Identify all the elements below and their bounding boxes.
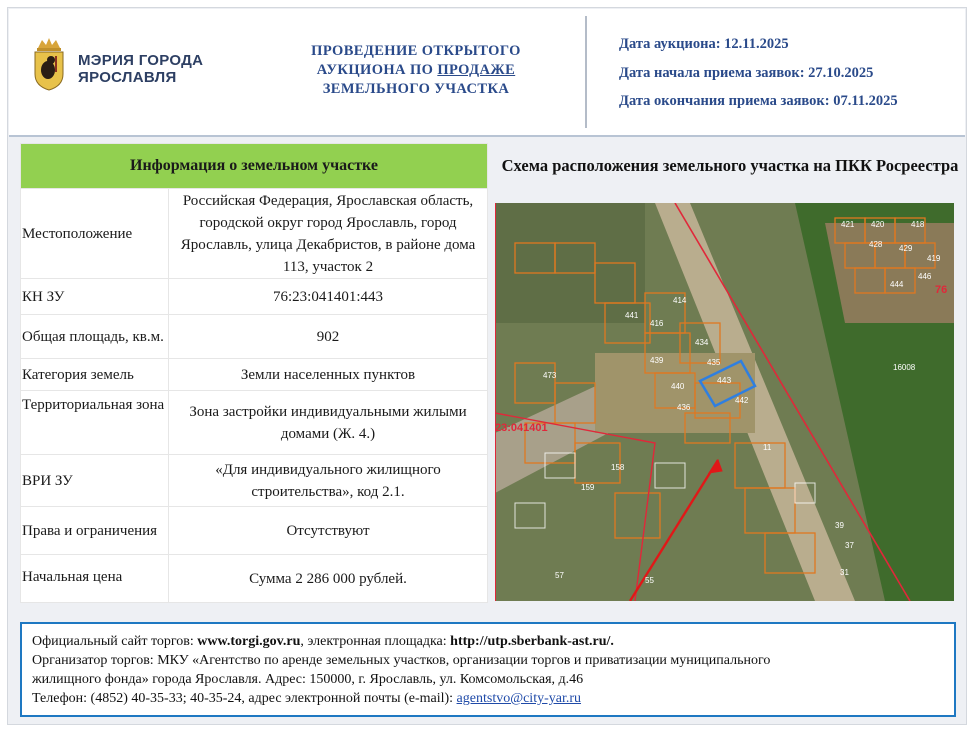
footer-line-3: жилищного фонда» города Ярославля. Адрес: 150000, г. Ярославль, ул. Комсомольская, д.46 [32, 672, 584, 687]
logo-text [78, 52, 203, 86]
parcel-label: 158 [611, 463, 625, 472]
email-link[interactable]: agentstvo@city-yar.ru [456, 691, 582, 706]
parcel-label: 428 [869, 240, 883, 249]
table-row [21, 455, 488, 507]
parcel-label: 439 [650, 356, 664, 365]
parcel-label: 420 [871, 220, 885, 229]
parcel-label: 434 [695, 338, 709, 347]
parcel-label: 441 [625, 311, 639, 320]
table-row [21, 555, 488, 603]
footer-line-4 [32, 689, 954, 708]
parcel-label: 473 [543, 371, 557, 380]
title-part1: ПРОВЕДЕНИЕ ОТКРЫТОГО АУКЦИОНА ПО [311, 43, 521, 78]
row-label-cadastral: КН ЗУ [21, 279, 169, 315]
title-part2: ЗЕМЕЛЬНОГО УЧАСТКА [322, 81, 510, 97]
parcel-label: 442 [735, 396, 749, 405]
parcel-label: 31 [840, 568, 849, 577]
applications-start-date: Дата начала приема заявок: 27.10.2025 [619, 64, 874, 81]
row-label-permitted-use: ВРИ ЗУ [21, 455, 169, 507]
header-divider [585, 16, 587, 128]
row-value-zone: Зона застройки индивидуальными жилыми домами (Ж. 4.) [169, 391, 488, 455]
title-underlined: ПРОДАЖЕ [437, 62, 516, 78]
parcel-label: 414 [673, 296, 687, 305]
parcel-label: 440 [671, 382, 685, 391]
row-value-category: Земли населенных пунктов [169, 359, 488, 391]
parcel-label: 37 [845, 541, 854, 550]
quarter-label: 23:041401 [495, 422, 548, 434]
parcel-label: 446 [918, 272, 932, 281]
table-heading-row [21, 144, 488, 189]
table-row [21, 279, 488, 315]
row-value-area: 902 [169, 315, 488, 359]
footer-line-1-end: . [610, 634, 614, 649]
row-label-price: Начальная цена [21, 555, 169, 603]
parcel-label: 16008 [893, 363, 916, 372]
table-row [21, 189, 488, 279]
parcel-label: 429 [899, 244, 913, 253]
quarter-fragment-label: 76 [935, 284, 948, 296]
parcel-label: 416 [650, 319, 664, 328]
sberbank-platform-link[interactable]: http://utp.sberbank-ast.ru/ [450, 634, 611, 649]
row-label-rights: Права и ограничения [21, 507, 169, 555]
page-title [290, 42, 542, 99]
parcel-label: 421 [841, 220, 855, 229]
land-info-table [20, 143, 488, 603]
parcel-label: 11 [763, 443, 772, 452]
header [9, 9, 965, 137]
parcel-label: 435 [707, 358, 721, 367]
row-value-location: Российская Федерация, Ярославская область, городской округ город Ярославль, город Ярославль, улица Декабристов, в районе дома 113, участок 2 [169, 189, 488, 279]
target-plot-label: 443 [717, 375, 732, 385]
parcel-label: 159 [581, 483, 595, 492]
parcel-label: 39 [835, 521, 844, 530]
row-label-area: Общая площадь, кв.м. [21, 315, 169, 359]
parcel-label: 436 [677, 403, 691, 412]
phone-label: Телефон: (4852) 40-35-33; 40-35-24, адрес электронной почты (e-mail): [32, 691, 457, 706]
platform-label: , электронная площадка: [300, 634, 451, 649]
row-value-price: Сумма 2 286 000 рублей. [169, 555, 488, 603]
row-label-category: Категория земель [21, 359, 169, 391]
parcel-label: 418 [911, 220, 925, 229]
auction-dates [619, 36, 898, 122]
row-label-zone: Территориальная зона [21, 391, 169, 455]
row-label-location: Местоположение [21, 189, 169, 279]
parcel-label: 444 [890, 280, 904, 289]
row-value-rights: Отсутствуют [169, 507, 488, 555]
footer-line-1 [32, 632, 954, 651]
footer-contacts [20, 622, 956, 717]
footer-line-2: Организатор торгов: МКУ «Агентство по аренде земельных участков, организации торгов и приватизации муниципального [32, 653, 771, 668]
applications-end-date: Дата окончания приема заявок: 07.11.2025 [619, 93, 898, 109]
parcel-label: 57 [555, 571, 564, 580]
torgi-site-link[interactable]: www.torgi.gov.ru [197, 634, 301, 649]
row-value-cadastral: 76:23:041401:443 [169, 279, 488, 315]
site-label: Официальный сайт торгов: [32, 634, 198, 649]
coat-of-arms-icon [32, 36, 66, 92]
table-row [21, 359, 488, 391]
table-row [21, 391, 488, 455]
map-title: Схема расположения земельного участка на ПКК Росреестра [501, 156, 959, 175]
row-value-permitted-use: «Для индивидуального жилищного строительства», код 2.1. [169, 455, 488, 507]
table-row [21, 507, 488, 555]
parcel-label: 55 [645, 576, 654, 585]
logo-text-line2: ЯРОСЛАВЛЯ [78, 69, 177, 86]
map-graphic [495, 203, 954, 601]
table-heading: Информация о земельном участке [21, 144, 488, 189]
parcel-label: 419 [927, 254, 941, 263]
table-row [21, 315, 488, 359]
cadastral-map [495, 203, 954, 601]
auction-date: Дата аукциона: 12.11.2025 [619, 36, 789, 52]
logo-text-line1: МЭРИЯ ГОРОДА [78, 52, 204, 69]
